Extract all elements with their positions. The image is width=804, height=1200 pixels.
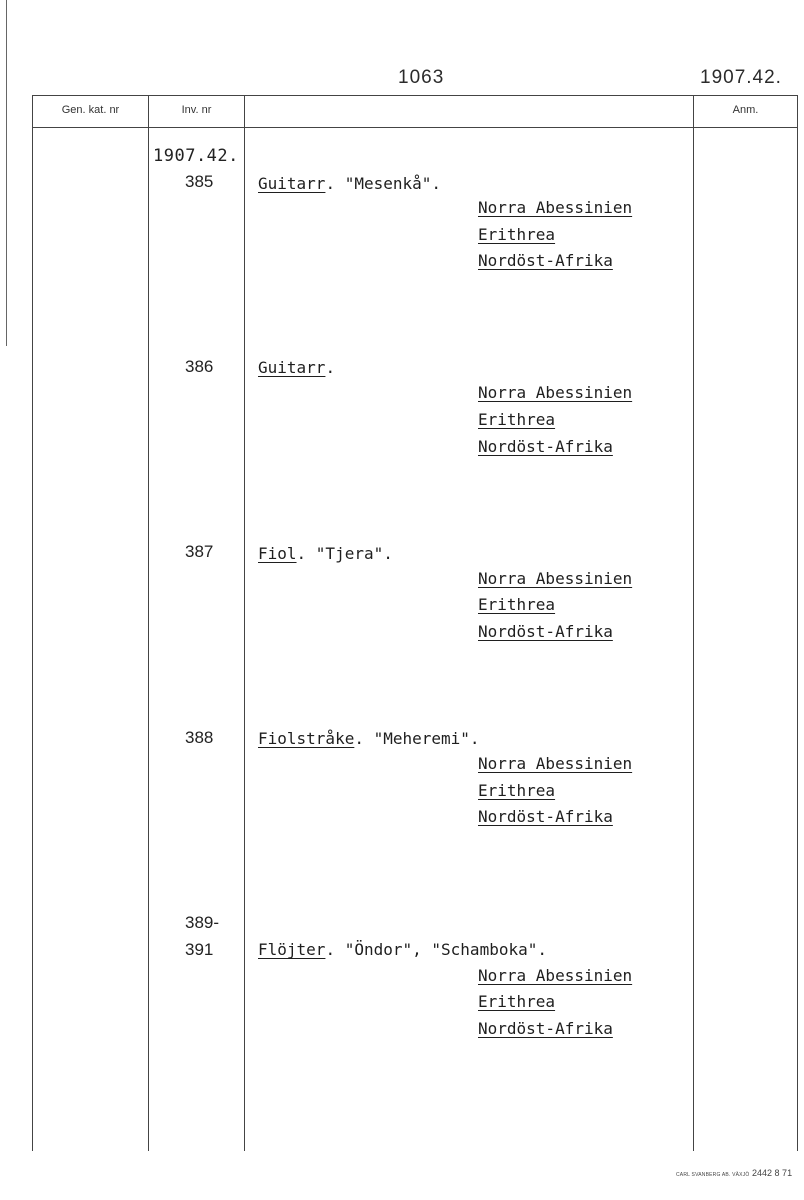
table-header-rule <box>32 127 798 128</box>
location-region: Norra Abessinien <box>478 198 633 217</box>
item-title <box>258 546 393 562</box>
column-header-anm: Anm. <box>732 104 759 116</box>
catalog-table <box>32 95 798 1151</box>
inv-number-range-end: 391 <box>185 940 214 959</box>
item-name: Guitarr <box>258 174 326 193</box>
location-continent: Nordöst-Afrika <box>478 622 613 641</box>
location-country: Erithrea <box>478 992 556 1011</box>
column-divider-3 <box>693 95 694 1151</box>
column-divider-2 <box>244 95 245 1151</box>
accession-number: 1907.42. <box>700 67 782 88</box>
item-details: . "Mesenkå". <box>325 174 442 193</box>
year-label: 1907.42. <box>153 146 239 166</box>
printer-imprint <box>676 1168 792 1178</box>
item-title <box>258 360 335 376</box>
location-continent: Nordöst-Afrika <box>478 807 613 826</box>
column-header-gen-kat-nr: Gen. kat. nr <box>61 104 120 116</box>
item-name: Fiol <box>258 544 297 563</box>
inv-number: 388 <box>185 728 214 747</box>
location-country: Erithrea <box>478 410 556 429</box>
location-country: Erithrea <box>478 781 556 800</box>
item-name: Fiolstråke <box>258 729 355 748</box>
page-number: 1063 <box>398 67 445 88</box>
location-region: Norra Abessinien <box>478 966 633 985</box>
item-details: . "Öndor", "Schamboka". <box>325 940 547 959</box>
margin-rule <box>6 0 7 346</box>
item-title <box>258 731 480 747</box>
item-details: . "Meheremi". <box>354 729 480 748</box>
item-details: . "Tjera". <box>296 544 393 563</box>
column-divider-1 <box>148 95 149 1151</box>
location-continent: Nordöst-Afrika <box>478 1019 613 1038</box>
inv-number-range-start: 389- <box>185 913 220 932</box>
location-continent: Nordöst-Afrika <box>478 437 613 456</box>
location-region: Norra Abessinien <box>478 383 633 402</box>
item-details: . <box>325 358 336 377</box>
location-continent: Nordöst-Afrika <box>478 251 613 270</box>
inv-number: 385 <box>185 172 214 191</box>
inv-number: 387 <box>185 542 214 561</box>
item-name: Guitarr <box>258 358 326 377</box>
printer-name: CARL SVANBERG AB. VÄXJÖ <box>676 1172 750 1178</box>
item-title <box>258 942 547 958</box>
location-country: Erithrea <box>478 225 556 244</box>
location-region: Norra Abessinien <box>478 569 633 588</box>
location-country: Erithrea <box>478 595 556 614</box>
inv-number: 386 <box>185 357 214 376</box>
item-title <box>258 176 441 192</box>
item-name: Flöjter <box>258 940 326 959</box>
location-region: Norra Abessinien <box>478 754 633 773</box>
print-code: 2442 8 71 <box>752 1168 793 1178</box>
column-header-inv-nr: Inv. nr <box>181 104 212 116</box>
